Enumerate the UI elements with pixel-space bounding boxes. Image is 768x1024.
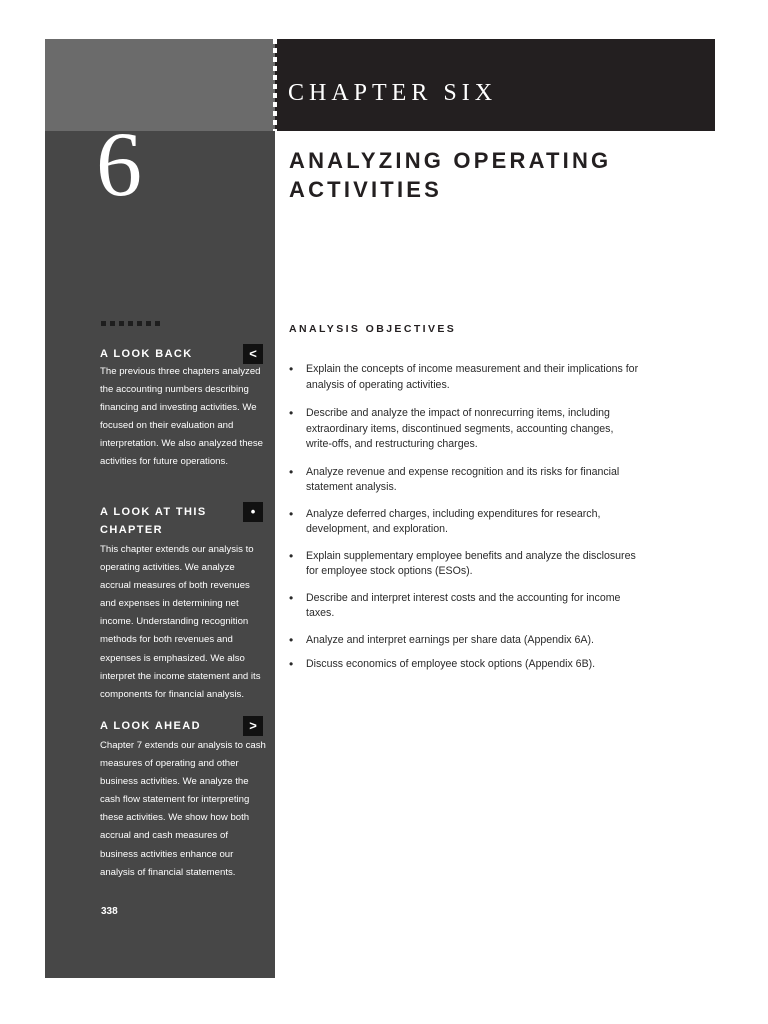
look-ahead-text: Chapter 7 extends our analysis to cash measures of operating and other business activities. We analyze the cash flow statement for interpreting these activities. We show how both accrual and cash measures of business activities enhance our analysis of financial statements. (100, 740, 266, 878)
bullet-icon: • (289, 657, 294, 671)
objective-text: Analyze deferred charges, including expenditures for research, development, and exploration. (306, 507, 601, 535)
objective-text: Discuss economics of employee stock options (Appendix 6B). (306, 658, 596, 670)
look-at-chapter-text: This chapter extends our analysis to operating activities. We analyze accrual measures of both revenues and expenses in determining net income. Understanding recognition methods for both revenues and expenses is emphasized. We also interpret the income statement and its components for financial analysis. (100, 544, 261, 700)
bullet-icon: • (289, 632, 294, 647)
bullet-icon: • (289, 362, 294, 376)
objective-text: Analyze revenue and expense recognition and its risks for financial statement analysis. (306, 465, 620, 493)
chevron-left-icon: < (243, 344, 263, 364)
list-item (289, 549, 639, 580)
page-number: 338 (101, 906, 118, 917)
look-ahead-heading: A LOOK AHEAD (100, 720, 201, 732)
list-item (289, 507, 639, 538)
list-item (289, 657, 639, 673)
bullet-icon: • (289, 464, 294, 479)
sidebar-top-block (45, 39, 275, 131)
bullet-icon: • (243, 502, 263, 522)
chapter-title (289, 146, 709, 204)
objective-text: Explain supplementary employee benefits and analyze the disclosures for employee stock options (ESOs). (306, 549, 636, 577)
objectives-heading: ANALYSIS OBJECTIVES (289, 323, 457, 335)
objective-text: Describe and analyze the impact of nonrecurring items, including extraordinary items, discontinued segments, accounting changes, write-offs, and restructuring charges. (306, 407, 614, 450)
objective-text: Describe and interpret interest costs and the accounting for income taxes. (306, 591, 621, 619)
look-at-chapter-heading: A LOOK AT THIS CHAPTER (100, 506, 207, 536)
objectives-list (289, 362, 639, 673)
bullet-icon: • (289, 506, 294, 521)
chapter-label: CHAPTER SIX (288, 80, 498, 106)
objective-text: Analyze and interpret earnings per share data (Appendix 6A). (306, 633, 594, 646)
list-item (289, 362, 639, 393)
bullet-icon: • (289, 590, 294, 605)
list-item (289, 406, 639, 453)
chapter-number: 6 (96, 113, 142, 215)
objective-text: Explain the concepts of income measurement and their implications for analysis of operating activities. (306, 363, 639, 391)
chevron-right-icon: > (243, 716, 263, 736)
chapter-title-line: ACTIVITIES (289, 177, 443, 202)
list-item (289, 591, 639, 622)
dot-divider (101, 321, 163, 326)
bullet-icon: • (289, 406, 294, 420)
look-back-text: The previous three chapters analyzed the accounting numbers describing financing and investing activities. We focused on their evaluation and interpretation. We also analyzed these activities for future operations. (100, 366, 264, 468)
bullet-icon: • (289, 548, 294, 563)
list-item (289, 465, 639, 496)
list-item (289, 633, 639, 649)
chapter-title-line: ANALYZING OPERATING (289, 148, 612, 173)
look-back-heading: A LOOK BACK (100, 348, 193, 360)
dotted-divider (273, 39, 277, 131)
